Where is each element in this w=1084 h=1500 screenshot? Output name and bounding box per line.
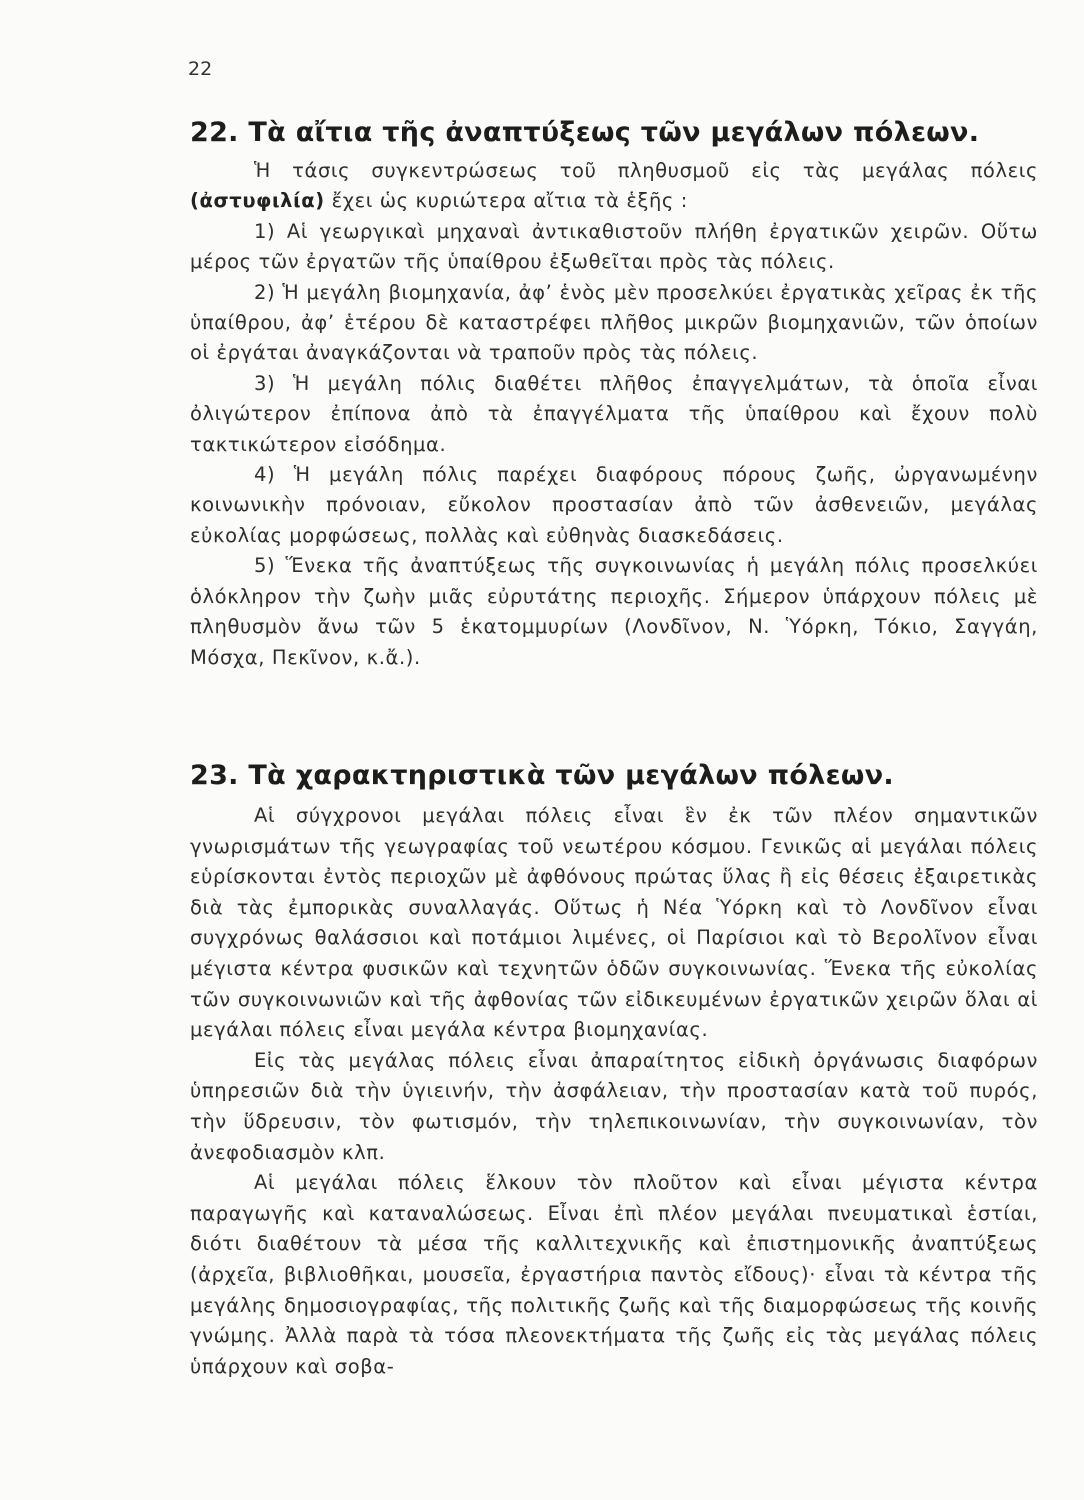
page-number: 22 — [188, 58, 213, 80]
section-22 — [190, 117, 1038, 673]
section-23 — [190, 760, 1038, 1382]
cause-1-paragraph: 1) Αἱ γεωργικαὶ μηχαναὶ ἀντικαθιστοῦν πλήθη ἐργατικῶν χειρῶν. Οὕτω μέρος τῶν ἐργατῶν τῆς ὑπαίθρου ἐξωθεῖται πρὸς τὰς πόλεις. — [190, 219, 1038, 274]
intro-text-end: ἔχει ὡς κυριώτερα αἴτια τὰ ἑξῆς : — [324, 189, 688, 213]
section-23-paragraph-3: Αἱ μεγάλαι πόλεις ἕλκουν τὸν πλοῦτον καὶ εἶναι μέγιστα κέντρα παραγωγῆς καὶ καταναλώσεως. Εἶναι ἐπὶ πλέον μεγάλαι πνευματικαὶ ἑστίαι, διότι διαθέτουν τὰ μέσα τῆς καλλιτεχνικῆς καὶ ἐπιστημονικῆς ἀναπτύξεως (ἀρχεῖα, βιβλιοθῆκαι, μουσεῖα, ἐργαστήρια παντὸς εἴδους)· εἶναι τὰ κέντρα τῆς μεγάλης δημοσιογραφίας, τῆς πολιτικῆς ζωῆς καὶ τῆς διαμορφώσεως τῆς κοινῆς γνώμης. Ἀλλὰ παρὰ τὰ τόσα πλεονεκτήματα τῆς ζωῆς εἰς τὰς μεγάλας πόλεις ὑπάρχουν καὶ σοβα- — [190, 1171, 1038, 1378]
section-23-paragraph-1: Αἱ σύγχρονοι μεγάλαι πόλεις εἶναι ἓν ἐκ τῶν πλέον σημαντικῶν γνωρισμάτων τῆς γεωγραφίας τοῦ νεωτέρου κόσμου. Γενικῶς αἱ μεγάλαι πόλεις εὑρίσκονται ἐντὸς περιοχῶν μὲ ἀφθόνους πρώτας ὕλας ἢ εἰς θέσεις ἐξαιρετικὰς διὰ τὰς ἐμπορικὰς συναλλαγάς. Οὕτως ἡ Νέα Ὑόρκη καὶ τὸ Λονδῖνον εἶναι συγχρόνως θαλάσσιοι καὶ ποτάμιοι λιμένες, οἱ Παρίσιοι καὶ τὸ Βερολῖνον εἶναι μέγιστα κέντρα φυσικῶν καὶ τεχνητῶν ὁδῶν συγκοινωνίας. Ἕνεκα τῆς εὐκολίας τῶν συγκοινωνιῶν καὶ τῆς ἀφθονίας τῶν εἰδικευμένων ἐργατικῶν χειρῶν ὅλαι αἱ μεγάλαι πόλεις εἶναι μεγάλα κέντρα βιομηχανίας. — [190, 804, 1038, 1042]
section-23-paragraph-2: Εἰς τὰς μεγάλας πόλεις εἶναι ἀπαραίτητος εἰδικὴ ὀργάνωσις διαφόρων ὑπηρεσιῶν διὰ τὴν ὑγιεινήν, τὴν ἀσφάλειαν, τὴν προστασίαν κατὰ τοῦ πυρός, τὴν ὕδρευσιν, τὸν φωτισμόν, τὴν τηλεπικοινωνίαν, τὴν συγκοινωνίαν, τὸν ἀνεφοδιασμὸν κλπ. — [190, 1048, 1038, 1164]
section-23-title: 23. Τὰ χαρακτηριστικὰ τῶν μεγάλων πόλεων. — [190, 760, 894, 791]
section-22-intro — [190, 156, 1038, 217]
cause-3-paragraph: 3) Ἡ μεγάλη πόλις διαθέτει πλῆθος ἐπαγγελμάτων, τὰ ὁποῖα εἶναι ὀλιγώτερον ἐπίπονα ἀπὸ τὰ ἐπαγγέλματα τῆς ὑπαίθρου καὶ ἔχουν πολὺ τακτικώτερον εἰσόδημα. — [190, 371, 1038, 456]
cause-2-paragraph: 2) Ἡ μεγάλη βιομηχανία, ἀφ’ ἑνὸς μὲν προσελκύει ἐργατικὰς χεῖρας ἐκ τῆς ὑπαίθρου, ἀφ’ ἑτέρου δὲ καταστρέφει πλῆθος μικρῶν βιομηχανιῶν, τῶν ὁποίων οἱ ἐργάται ἀναγκάζονται νὰ τραποῦν πρὸς τὰς πόλεις. — [190, 280, 1038, 365]
cause-4-paragraph: 4) Ἡ μεγάλη πόλις παρέχει διαφόρους πόρους ζωῆς, ὠργανωμένην κοινωνικὴν πρόνοιαν, εὔκολον προστασίαν ἀπὸ τῶν ἀσθενειῶν, μεγάλας εὐκολίας μορφώσεως, πολλὰς καὶ εὐθηνὰς διασκεδάσεις. — [190, 463, 1038, 547]
cause-5-paragraph: 5) Ἕνεκα τῆς ἀναπτύξεως τῆς συγκοινωνίας ἡ μεγάλη πόλις προσελκύει ὁλόκληρον τὴν ζωὴν μιᾶς εὐρυτάτης περιοχῆς. Σήμερον ὑπάρχουν πόλεις μὲ πληθυσμὸν ἄνω τῶν 5 ἑκατομμυρίων (Λονδῖνον, Ν. Ὑόρκη, Τόκιο, Σαγγάη, Μόσχα, Πεκῖνον, κ.ἄ.). — [190, 554, 1038, 669]
intro-term: (ἀστυφιλία) — [190, 189, 325, 213]
section-22-title: 22. Τὰ αἴτια τῆς ἀναπτύξεως τῶν μεγάλων πόλεων. — [190, 117, 980, 148]
intro-text: Ἡ τάσις συγκεντρώσεως τοῦ πληθυσμοῦ εἰς τὰς μεγάλας πόλεις — [254, 159, 1038, 182]
